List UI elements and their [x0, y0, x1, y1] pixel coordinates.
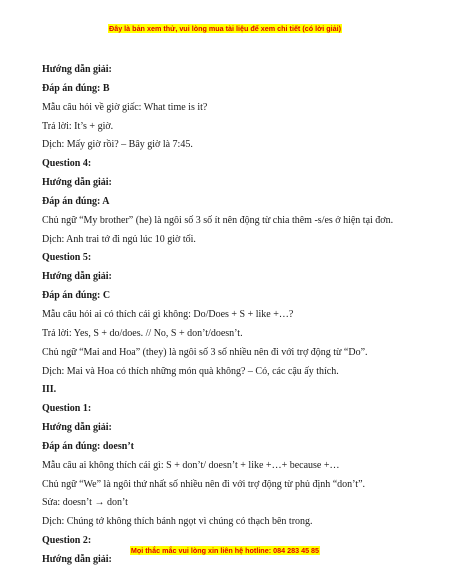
heading-line: Đáp án đúng: B — [42, 82, 110, 94]
text-line: Mẫu câu ai không thích cái gì: S + don’t/ doesn’t + like +…+ because +… — [42, 459, 340, 471]
preview-notice-banner — [0, 24, 450, 33]
text-line: Chủ ngữ “My brother” (he) là ngôi số 3 số ít nên động từ chia thêm -s/es ở hiện tại đơn. — [42, 214, 394, 226]
text-line: Dịch: Mai và Hoa có thích những món quà không? – Có, các cậu ấy thích. — [42, 365, 339, 377]
heading-line: Hướng dẫn giải: — [42, 64, 112, 75]
heading-line: III. — [42, 384, 57, 396]
text-line: Sửa: doesn’t → don’t — [42, 497, 128, 509]
heading-line: Hướng dẫn giải: — [42, 553, 112, 565]
hotline-banner — [0, 546, 450, 555]
heading-line: Hướng dẫn giải: — [42, 177, 112, 189]
text-line: Mẫu câu hỏi ai có thích cái gì không: Do/Does + S + like +…? — [42, 308, 294, 320]
text-line: Trả lời: Yes, S + do/does. // No, S + don’t/doesn’t. — [42, 327, 243, 339]
document-body — [42, 63, 422, 572]
text-line: Chủ ngữ “We” là ngôi thứ nhất số nhiều nên đi với trợ động từ phủ định “don’t”. — [42, 478, 366, 490]
text-line: Dịch: Anh trai tớ đi ngủ lúc 10 giờ tối. — [42, 233, 196, 245]
heading-line: Hướng dẫn giải: — [42, 422, 112, 434]
heading-line: Question 1: — [42, 403, 92, 415]
heading-line: Question 2: — [42, 535, 92, 547]
text-line: Dịch: Mấy giờ rồi? – Bây giờ là 7:45. — [42, 139, 193, 151]
heading-line: Đáp án đúng: doesn’t — [42, 440, 134, 452]
heading-line: Question 5: — [42, 252, 92, 264]
heading-line: Đáp án đúng: A — [42, 195, 110, 207]
text-line: Trả lời: It’s + giờ. — [42, 120, 114, 132]
heading-line: Đáp án đúng: C — [42, 290, 111, 302]
heading-line: Hướng dẫn giải: — [42, 271, 112, 283]
text-line: Chủ ngữ “Mai and Hoa” (they) là ngôi số 3 số nhiều nên đi với trợ động từ “Do”. — [42, 346, 368, 358]
preview-notice-text: Đây là bản xem thử, vui lòng mua tài liệu để xem chi tiết (có lời giải) — [109, 24, 341, 33]
hotline-text: Mọi thắc mắc vui lòng xin liên hệ hotline: 084 283 45 85 — [130, 546, 320, 555]
text-line: Mẫu câu hỏi về giờ giấc: What time is it? — [42, 101, 208, 113]
heading-line: Question 4: — [42, 158, 92, 170]
text-line: Dịch: Chúng tớ không thích bánh ngọt vì chúng có thạch bên trong. — [42, 516, 313, 528]
